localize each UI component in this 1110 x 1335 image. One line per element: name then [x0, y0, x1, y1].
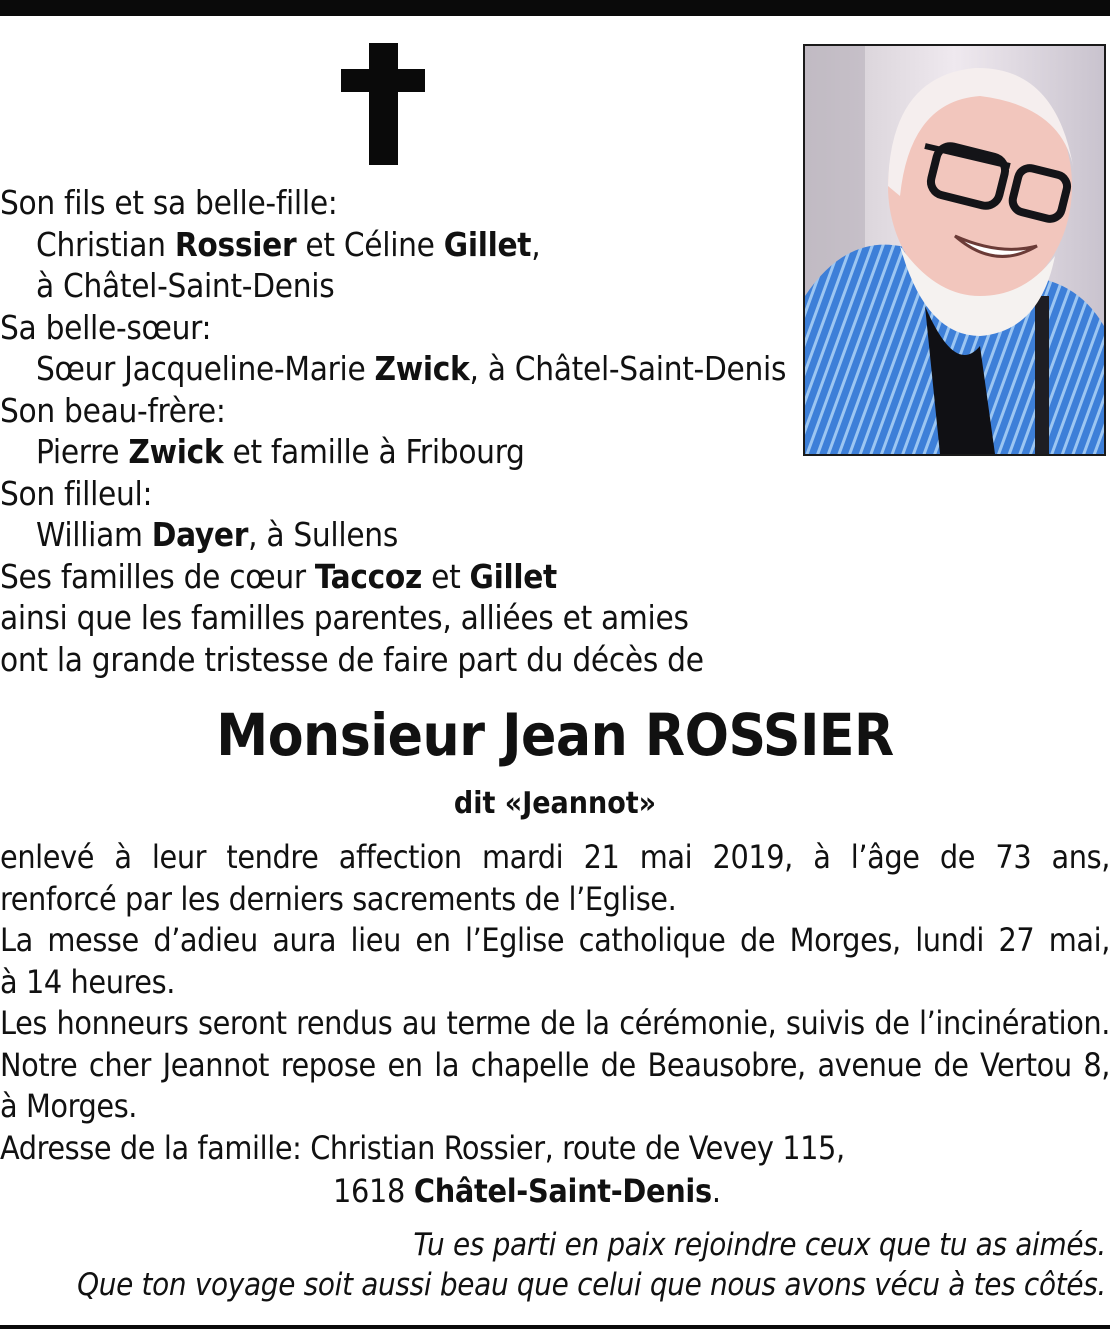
family-name: Gillet [469, 556, 557, 596]
address-end: . [711, 1172, 721, 1210]
body-line: renforcé par les derniers sacrements de l’Eglise. [0, 879, 677, 918]
family-text: Son fils et sa belle-fille: [0, 183, 338, 222]
family-text: , à Sullens [248, 515, 398, 554]
body-line: La messe d’adieu aura lieu en l’Eglise catholique de Morges, lundi 27 mai, [0, 921, 1110, 959]
family-text: ainsi que les familles parentes, alliées et amies [0, 598, 689, 637]
family-text: William [36, 515, 152, 554]
family-text: Sœur Jacqueline-Marie [36, 349, 375, 388]
family-text: Sa belle-sœur: [0, 307, 212, 347]
family-name: Dayer [151, 515, 249, 554]
family-text: et Céline [296, 224, 444, 264]
family-line [36, 431, 525, 473]
body-line: enlevé à leur tendre affection mardi 21 mai 2019, à l’âge de 73 ans, [0, 838, 1110, 876]
deceased-nickname: dit «Jeannot» [453, 786, 657, 821]
cross-icon [341, 43, 425, 165]
address-city: Châtel-Saint-Denis [413, 1172, 712, 1210]
family-name: Rossier [174, 224, 297, 264]
family-line [0, 182, 338, 224]
family-line [0, 473, 152, 515]
family-text: , [531, 224, 541, 264]
body-line: Notre cher Jeannot repose en la chapelle de Beausobre, avenue de Vertou 8, [0, 1045, 1110, 1084]
family-text: Christian [36, 224, 175, 264]
epitaph-line-1: Tu es parti en paix rejoindre ceux que tu as aimés. [413, 1227, 1106, 1263]
family-text: à Châtel-Saint-Denis [36, 266, 335, 305]
family-name: Zwick [128, 432, 224, 471]
family-line [36, 348, 786, 390]
deceased-name: Monsieur Jean ROSSIER [216, 701, 894, 769]
family-text: Son filleul: [0, 473, 153, 513]
family-name: Gillet [443, 224, 532, 264]
epitaph-line-2: Que ton voyage soit aussi beau que celui que nous avons vécu à tes côtés. [77, 1267, 1106, 1303]
family-line [36, 265, 334, 307]
body-line: Adresse de la famille: Christian Rossier, route de Vevey 115, [0, 1128, 845, 1167]
family-line [36, 514, 398, 556]
family-text: et famille à Fribourg [223, 432, 525, 471]
bottom-rule [0, 1325, 1110, 1329]
family-line [0, 307, 211, 349]
family-text: Pierre [36, 432, 129, 471]
family-name: Taccoz [314, 556, 422, 596]
family-line [0, 390, 226, 432]
family-text: ont la grande tristesse de faire part du décès de [0, 639, 704, 679]
family-name: Zwick [374, 349, 470, 388]
body-line: Les honneurs seront rendus au terme de la cérémonie, suivis de l’incinération. [0, 1004, 1110, 1042]
top-rule [0, 0, 1110, 16]
family-text: , à Châtel-Saint-Denis [469, 349, 787, 388]
family-line [0, 639, 704, 681]
family-text: et [421, 556, 470, 596]
body-line: à 14 heures. [0, 962, 175, 1001]
family-line [36, 224, 540, 266]
address-postcode: 1618 [333, 1172, 414, 1210]
portrait-photo [803, 44, 1106, 456]
family-address-city [333, 1170, 721, 1212]
family-line [0, 597, 689, 639]
family-text: Ses familles de cœur [0, 556, 315, 596]
family-line [0, 556, 557, 598]
body-line: à Morges. [0, 1087, 138, 1125]
family-text: Son beau-frère: [0, 390, 226, 430]
